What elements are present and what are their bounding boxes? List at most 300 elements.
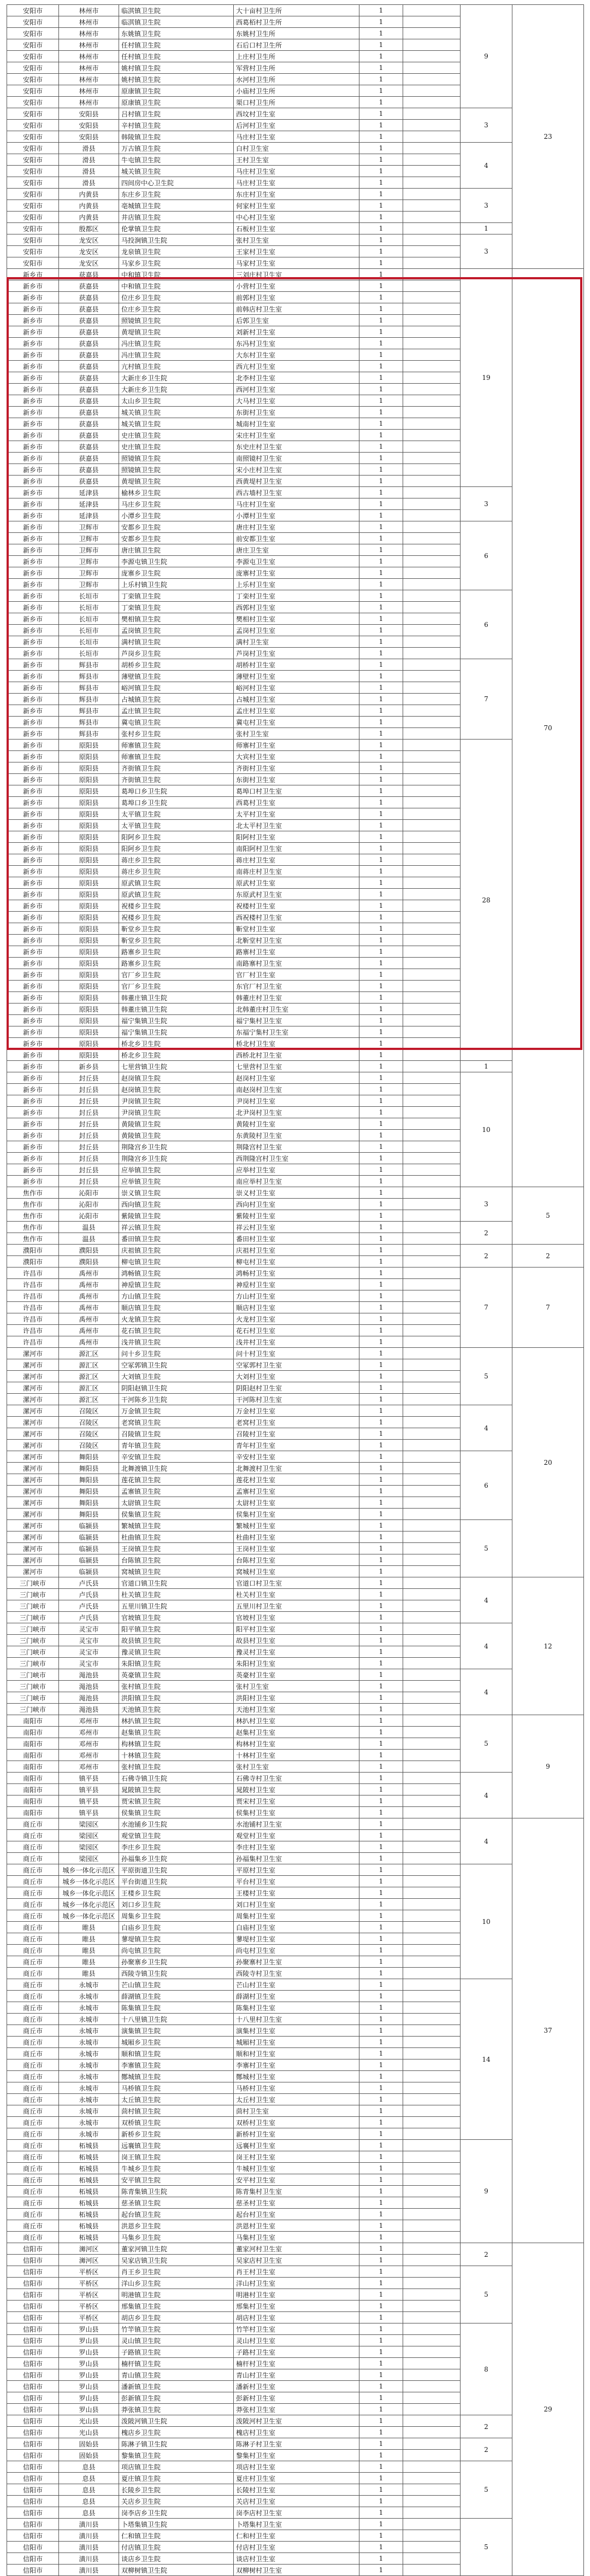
city-cell: 信阳市	[7, 2278, 59, 2289]
count-cell: 1	[359, 1784, 403, 1795]
clinic-cell: 军营村卫生所	[234, 62, 359, 74]
blank-cell	[403, 1784, 461, 1795]
hospital-cell: 张村镇卫生院	[119, 1761, 234, 1773]
county-cell: 柘城县	[59, 2186, 119, 2197]
city-cell: 信阳市	[7, 2369, 59, 2381]
county-cell: 召陵区	[59, 1440, 119, 1451]
hospital-cell: 占城镇卫生院	[119, 694, 234, 705]
county-cell: 临颍县	[59, 1520, 119, 1531]
clinic-cell: 北李村卫生室	[234, 372, 359, 384]
city-cell: 漯河市	[7, 1554, 59, 1566]
count-cell: 1	[359, 1440, 403, 1451]
blank-cell	[403, 1864, 461, 1876]
hospital-cell: 晁陂镇卫生院	[119, 1784, 234, 1795]
county-cell: 长垣市	[59, 636, 119, 648]
county-cell: 邓州市	[59, 1761, 119, 1773]
clinic-cell: 庆祖村卫生室	[234, 1245, 359, 1256]
hospital-cell: 葛埠口乡卫生院	[119, 785, 234, 797]
clinic-cell: 明港村卫生室	[234, 2289, 359, 2301]
blank-cell	[403, 1486, 461, 1497]
county-cell: 延津县	[59, 487, 119, 498]
hospital-cell: 安都乡卫生院	[119, 533, 234, 544]
blank-cell	[403, 212, 461, 223]
count-cell: 1	[359, 1864, 403, 1876]
city-cell: 新乡市	[7, 338, 59, 349]
table-row	[7, 1072, 584, 1084]
clinic-cell: 大东村卫生室	[234, 349, 359, 361]
county-cell: 原阳县	[59, 843, 119, 854]
count-cell: 1	[359, 441, 403, 453]
city-cell: 南阳市	[7, 1773, 59, 1784]
hospital-cell: 洪恩乡卫生院	[119, 2220, 234, 2232]
city-cell: 新乡市	[7, 625, 59, 636]
city-cell: 新乡市	[7, 544, 59, 556]
county-cell: 梁园区	[59, 1818, 119, 1830]
hospital-cell: 陈淋子镇卫生院	[119, 2438, 234, 2450]
city-cell: 漯河市	[7, 1486, 59, 1497]
city-cell: 濮阳市	[7, 1245, 59, 1256]
hospital-cell: 龙泉镇卫生院	[119, 246, 234, 257]
clinic-cell: 赵岗村卫生室	[234, 1072, 359, 1084]
count-cell: 1	[359, 2392, 403, 2404]
blank-cell	[403, 2151, 461, 2163]
county-cell: 禹州市	[59, 1336, 119, 1348]
count-cell: 1	[359, 1554, 403, 1566]
county-cell: 平桥区	[59, 2266, 119, 2278]
hospital-cell: 黄堤镇卫生院	[119, 326, 234, 338]
clinic-cell: 竹竿村卫生室	[234, 2323, 359, 2335]
city-cell: 信阳市	[7, 2381, 59, 2392]
county-cell: 原阳县	[59, 854, 119, 866]
hospital-cell: 荆隆宫乡卫生院	[119, 1153, 234, 1164]
county-cell: 林州市	[59, 74, 119, 85]
blank-cell	[403, 1922, 461, 1933]
clinic-cell: 大宾村卫生室	[234, 751, 359, 762]
county-cell: 召陵区	[59, 1417, 119, 1428]
hospital-cell: 官道口镇卫生院	[119, 1577, 234, 1589]
count-cell: 1	[359, 981, 403, 992]
city-cell: 三门峡市	[7, 1692, 59, 1704]
blank-cell	[403, 407, 461, 418]
count-cell: 1	[359, 774, 403, 785]
county-cell: 固始县	[59, 2450, 119, 2461]
clinic-cell: 水河村卫生所	[234, 74, 359, 85]
clinic-cell: 神垕村卫生室	[234, 1279, 359, 1290]
clinic-cell: 孟寨村卫生室	[234, 1486, 359, 1497]
count-cell: 1	[359, 900, 403, 912]
county-cell: 封丘县	[59, 1107, 119, 1118]
hospital-cell: 太丘镇卫生院	[119, 2094, 234, 2105]
county-cell: 原阳县	[59, 808, 119, 820]
county-cell: 卫辉市	[59, 579, 119, 590]
count-cell: 1	[359, 2140, 403, 2151]
hospital-cell: 城厢乡卫生院	[119, 2037, 234, 2048]
count-cell: 1	[359, 1773, 403, 1784]
city-cell: 漯河市	[7, 1359, 59, 1371]
county-cell: 镇平县	[59, 1773, 119, 1784]
hospital-cell: 齐街镇卫生院	[119, 774, 234, 785]
clinic-cell: 蓼堤村卫生室	[234, 1933, 359, 1945]
clinic-cell: 原武村卫生室	[234, 877, 359, 889]
city-cell: 新乡市	[7, 981, 59, 992]
subtotal-cell: 6	[461, 590, 512, 659]
clinic-cell: 东原武村卫生室	[234, 889, 359, 900]
count-cell: 1	[359, 2243, 403, 2255]
city-cell: 商丘市	[7, 2059, 59, 2071]
county-cell: 原阳县	[59, 946, 119, 958]
count-cell: 1	[359, 958, 403, 969]
hospital-cell: 长陵乡卫生院	[119, 2484, 234, 2496]
county-cell: 辉县市	[59, 671, 119, 682]
county-cell: 舞阳县	[59, 1474, 119, 1486]
hospital-cell: 万金镇卫生院	[119, 1405, 234, 1417]
county-cell: 获嘉县	[59, 407, 119, 418]
subtotal-cell: 8	[461, 2323, 512, 2415]
hospital-cell: 马集乡卫生院	[119, 2232, 234, 2243]
blank-cell	[403, 2496, 461, 2507]
count-cell: 1	[359, 2278, 403, 2289]
count-cell: 1	[359, 1841, 403, 1853]
count-cell: 1	[359, 154, 403, 166]
blank-cell	[403, 1991, 461, 2002]
blank-cell	[403, 1876, 461, 1887]
clinic-cell: 南赵岗村卫生室	[234, 1084, 359, 1095]
count-cell: 1	[359, 1956, 403, 1968]
blank-cell	[403, 1187, 461, 1199]
county-cell: 安阳县	[59, 120, 119, 131]
clinic-cell: 刘新村卫生室	[234, 326, 359, 338]
hospital-cell: 慈圣镇卫生院	[119, 2197, 234, 2209]
county-cell: 获嘉县	[59, 441, 119, 453]
clinic-cell: 紫陵村卫生室	[234, 1210, 359, 1222]
city-cell: 新乡市	[7, 476, 59, 487]
count-cell: 1	[359, 2496, 403, 2507]
county-cell: 柘城县	[59, 2220, 119, 2232]
hospital-cell: 肖王乡卫生院	[119, 2266, 234, 2278]
county-cell: 舞阳县	[59, 1509, 119, 1520]
table-row	[7, 108, 584, 120]
count-cell: 1	[359, 2427, 403, 2438]
count-cell: 1	[359, 1474, 403, 1486]
count-cell: 1	[359, 2232, 403, 2243]
city-cell: 新乡市	[7, 797, 59, 808]
blank-cell	[403, 177, 461, 189]
count-cell: 1	[359, 2530, 403, 2542]
hospital-cell: 祝楼乡卫生院	[119, 912, 234, 923]
hospital-cell: 新桥乡卫生院	[119, 2128, 234, 2140]
city-cell: 新乡市	[7, 682, 59, 694]
county-cell: 镇平县	[59, 1795, 119, 1807]
count-cell: 1	[359, 315, 403, 326]
blank-cell	[403, 246, 461, 257]
county-cell: 睢县	[59, 1968, 119, 1979]
city-cell: 商丘市	[7, 1979, 59, 1991]
total-cell: 29	[512, 2243, 584, 2576]
county-cell: 封丘县	[59, 1072, 119, 1084]
city-cell: 新乡市	[7, 762, 59, 774]
hospital-cell: 亢村镇卫生院	[119, 361, 234, 372]
county-cell: 龙安区	[59, 257, 119, 269]
clinic-cell: 大刘村卫生室	[234, 1371, 359, 1382]
city-cell: 信阳市	[7, 2519, 59, 2530]
city-cell: 漯河市	[7, 1497, 59, 1509]
hospital-cell: 原武镇卫生院	[119, 877, 234, 889]
county-cell: 禹州市	[59, 1290, 119, 1302]
clinic-cell: 南照镜村卫生室	[234, 453, 359, 464]
subtotal-cell: 10	[461, 1864, 512, 1979]
count-cell: 1	[359, 1428, 403, 1440]
county-cell: 舞阳县	[59, 1486, 119, 1497]
clinic-cell: 西河村卫生室	[234, 384, 359, 395]
blank-cell	[403, 1049, 461, 1061]
hospital-cell: 任村镇卫生院	[119, 39, 234, 51]
count-cell: 1	[359, 2415, 403, 2427]
city-cell: 三门峡市	[7, 1635, 59, 1646]
facility-table-body	[7, 5, 584, 2576]
city-cell: 信阳市	[7, 2553, 59, 2565]
blank-cell	[403, 1692, 461, 1704]
city-cell: 商丘市	[7, 2105, 59, 2117]
blank-cell	[403, 831, 461, 843]
blank-cell	[403, 2059, 461, 2071]
county-cell: 获嘉县	[59, 384, 119, 395]
city-cell: 新乡市	[7, 671, 59, 682]
hospital-cell: 城关镇卫生院	[119, 418, 234, 430]
count-cell: 1	[359, 326, 403, 338]
hospital-cell: 太平镇卫生院	[119, 808, 234, 820]
county-cell: 原阳县	[59, 831, 119, 843]
city-cell: 新乡市	[7, 326, 59, 338]
clinic-cell: 上庄村卫生所	[234, 51, 359, 62]
hospital-cell: 胡店乡卫生院	[119, 2312, 234, 2323]
county-cell: 卢氏县	[59, 1589, 119, 1600]
county-cell: 原阳县	[59, 1026, 119, 1038]
clinic-cell: 花石村卫生室	[234, 1325, 359, 1336]
city-cell: 三门峡市	[7, 1612, 59, 1623]
blank-cell	[403, 1681, 461, 1692]
city-cell: 安阳市	[7, 234, 59, 246]
count-cell: 1	[359, 143, 403, 154]
clinic-cell: 祝楼村卫生室	[234, 900, 359, 912]
city-cell: 新乡市	[7, 567, 59, 579]
blank-cell	[403, 1795, 461, 1807]
blank-cell	[403, 62, 461, 74]
clinic-cell: 前郭村卫生室	[234, 292, 359, 303]
clinic-cell: 双柳树村卫生室	[234, 2565, 359, 2576]
clinic-cell: 陈集村卫生室	[234, 2002, 359, 2014]
hospital-cell: 官厂乡卫生院	[119, 969, 234, 981]
clinic-cell: 孟庄村卫生室	[234, 705, 359, 717]
clinic-cell: 东街村卫生室	[234, 407, 359, 418]
count-cell: 1	[359, 1807, 403, 1818]
city-cell: 南阳市	[7, 1807, 59, 1818]
count-cell: 1	[359, 1795, 403, 1807]
blank-cell	[403, 2105, 461, 2117]
clinic-cell: 陈青集村卫生室	[234, 2186, 359, 2197]
city-cell: 商丘市	[7, 2082, 59, 2094]
hospital-cell: 丁栾镇卫生院	[119, 602, 234, 613]
count-cell: 1	[359, 120, 403, 131]
hospital-cell: 芒山镇卫生院	[119, 1979, 234, 1991]
blank-cell	[403, 395, 461, 407]
clinic-cell: 前安都卫生室	[234, 533, 359, 544]
county-cell: 卫辉市	[59, 556, 119, 567]
county-cell: 原阳县	[59, 1038, 119, 1049]
county-cell: 原阳县	[59, 1004, 119, 1015]
city-cell: 焦作市	[7, 1210, 59, 1222]
hospital-cell: 黎集镇卫生院	[119, 2450, 234, 2461]
hospital-cell: 朱阳镇卫生院	[119, 1658, 234, 1669]
blank-cell	[403, 85, 461, 97]
hospital-cell: 韩陵镇卫生院	[119, 131, 234, 143]
city-cell: 安阳市	[7, 223, 59, 234]
blank-cell	[403, 510, 461, 521]
count-cell: 1	[359, 1394, 403, 1405]
county-cell: 原阳县	[59, 981, 119, 992]
count-cell: 1	[359, 659, 403, 671]
blank-cell	[403, 1612, 461, 1623]
count-cell: 1	[359, 1876, 403, 1887]
clinic-cell: 窝城村卫生室	[234, 1566, 359, 1577]
count-cell: 1	[359, 2037, 403, 2048]
blank-cell	[403, 1302, 461, 1313]
county-cell: 永城市	[59, 2105, 119, 2117]
count-cell: 1	[359, 1910, 403, 1922]
county-cell: 固始县	[59, 2438, 119, 2450]
clinic-cell: 王家村卫生室	[234, 246, 359, 257]
hospital-cell: 柳屯镇卫生院	[119, 1256, 234, 1268]
county-cell: 柘城县	[59, 2174, 119, 2186]
blank-cell	[403, 797, 461, 808]
blank-cell	[403, 2565, 461, 2576]
count-cell: 1	[359, 2025, 403, 2037]
county-cell: 卢氏县	[59, 1600, 119, 1612]
hospital-cell: 芦岗乡卫生院	[119, 648, 234, 659]
count-cell: 1	[359, 1348, 403, 1359]
count-cell: 1	[359, 613, 403, 625]
blank-cell	[403, 1061, 461, 1072]
clinic-cell: 柳屯村卫生室	[234, 1256, 359, 1268]
clinic-cell: 晁陂村卫生室	[234, 1784, 359, 1795]
count-cell: 1	[359, 498, 403, 510]
clinic-cell: 肖王村卫生室	[234, 2266, 359, 2278]
clinic-cell: 石佛寺村卫生室	[234, 1773, 359, 1784]
county-cell: 镇平县	[59, 1807, 119, 1818]
county-cell: 龙安区	[59, 234, 119, 246]
count-cell: 1	[359, 1371, 403, 1382]
city-cell: 安阳市	[7, 246, 59, 257]
clinic-cell: 鸿畅村卫生室	[234, 1268, 359, 1279]
count-cell: 1	[359, 2071, 403, 2082]
hospital-cell: 东姚镇卫生院	[119, 28, 234, 39]
hospital-cell: 侯集镇卫生院	[119, 1807, 234, 1818]
table-row	[7, 2415, 584, 2427]
hospital-cell: 崇义镇卫生院	[119, 1187, 234, 1199]
count-cell: 1	[359, 1245, 403, 1256]
blank-cell	[403, 544, 461, 556]
count-cell: 1	[359, 2312, 403, 2323]
count-cell: 1	[359, 189, 403, 200]
blank-cell	[403, 1095, 461, 1107]
count-cell: 1	[359, 5, 403, 16]
hospital-cell: 冯庄镇卫生院	[119, 349, 234, 361]
blank-cell	[403, 1635, 461, 1646]
blank-cell	[403, 1084, 461, 1095]
hospital-cell: 窝城镇卫生院	[119, 1566, 234, 1577]
county-cell: 林州市	[59, 5, 119, 16]
county-cell: 原阳县	[59, 958, 119, 969]
city-cell: 商丘市	[7, 1922, 59, 1933]
county-cell: 沁阳市	[59, 1210, 119, 1222]
clinic-cell: 贾宋村卫生室	[234, 1795, 359, 1807]
clinic-cell: 西黄堤村卫生室	[234, 476, 359, 487]
county-cell: 辉县市	[59, 694, 119, 705]
clinic-cell: 西祝楼村卫生室	[234, 912, 359, 923]
count-cell: 1	[359, 1279, 403, 1290]
hospital-cell: 桥北乡卫生院	[119, 1049, 234, 1061]
count-cell: 1	[359, 1072, 403, 1084]
county-cell: 林州市	[59, 39, 119, 51]
hospital-cell: 李源屯镇卫生院	[119, 556, 234, 567]
county-cell: 浉河区	[59, 2255, 119, 2266]
clinic-cell: 楠杆村卫生室	[234, 2358, 359, 2369]
blank-cell	[403, 1773, 461, 1784]
blank-cell	[403, 1107, 461, 1118]
city-cell: 商丘市	[7, 2128, 59, 2140]
clinic-cell: 后郭卫生室	[234, 315, 359, 326]
clinic-cell: 长陵村卫生室	[234, 2484, 359, 2496]
county-cell: 平桥区	[59, 2278, 119, 2289]
count-cell: 1	[359, 384, 403, 395]
hospital-cell: 邢集镇卫生院	[119, 2301, 234, 2312]
city-cell: 新乡市	[7, 487, 59, 498]
clinic-cell: 西葛栢村卫生所	[234, 16, 359, 28]
clinic-cell: 太丘村卫生室	[234, 2094, 359, 2105]
clinic-cell: 莽张村卫生室	[234, 2404, 359, 2415]
hospital-cell: 观堂镇卫生院	[119, 1830, 234, 1841]
hospital-cell: 火龙镇卫生院	[119, 1313, 234, 1325]
table-row	[7, 590, 584, 602]
city-cell: 商丘市	[7, 2037, 59, 2048]
subtotal-cell: 5	[461, 2461, 512, 2519]
count-cell: 1	[359, 1566, 403, 1577]
blank-cell	[403, 1118, 461, 1130]
county-cell: 原阳县	[59, 751, 119, 762]
count-cell: 1	[359, 2553, 403, 2565]
blank-cell	[403, 751, 461, 762]
count-cell: 1	[359, 510, 403, 521]
count-cell: 1	[359, 1187, 403, 1199]
total-cell: 23	[512, 5, 584, 269]
city-cell: 信阳市	[7, 2392, 59, 2404]
city-cell: 三门峡市	[7, 1600, 59, 1612]
blank-cell	[403, 2082, 461, 2094]
city-cell: 新乡市	[7, 1095, 59, 1107]
clinic-cell: 卜塔集村卫生室	[234, 2519, 359, 2530]
hospital-cell: 韩董庄镇卫生院	[119, 992, 234, 1004]
clinic-cell: 东史庄村卫生室	[234, 441, 359, 453]
count-cell: 1	[359, 2404, 403, 2415]
clinic-cell: 西葛村卫生室	[234, 797, 359, 808]
hospital-cell: 庞寨乡卫生院	[119, 567, 234, 579]
hospital-cell: 明港镇卫生院	[119, 2289, 234, 2301]
hospital-cell: 城关镇卫生院	[119, 166, 234, 177]
hospital-cell: 马投涧镇卫生院	[119, 234, 234, 246]
county-cell: 获嘉县	[59, 315, 119, 326]
blank-cell	[403, 900, 461, 912]
subtotal-cell: 9	[461, 2140, 512, 2243]
hospital-cell: 位庄乡卫生院	[119, 292, 234, 303]
